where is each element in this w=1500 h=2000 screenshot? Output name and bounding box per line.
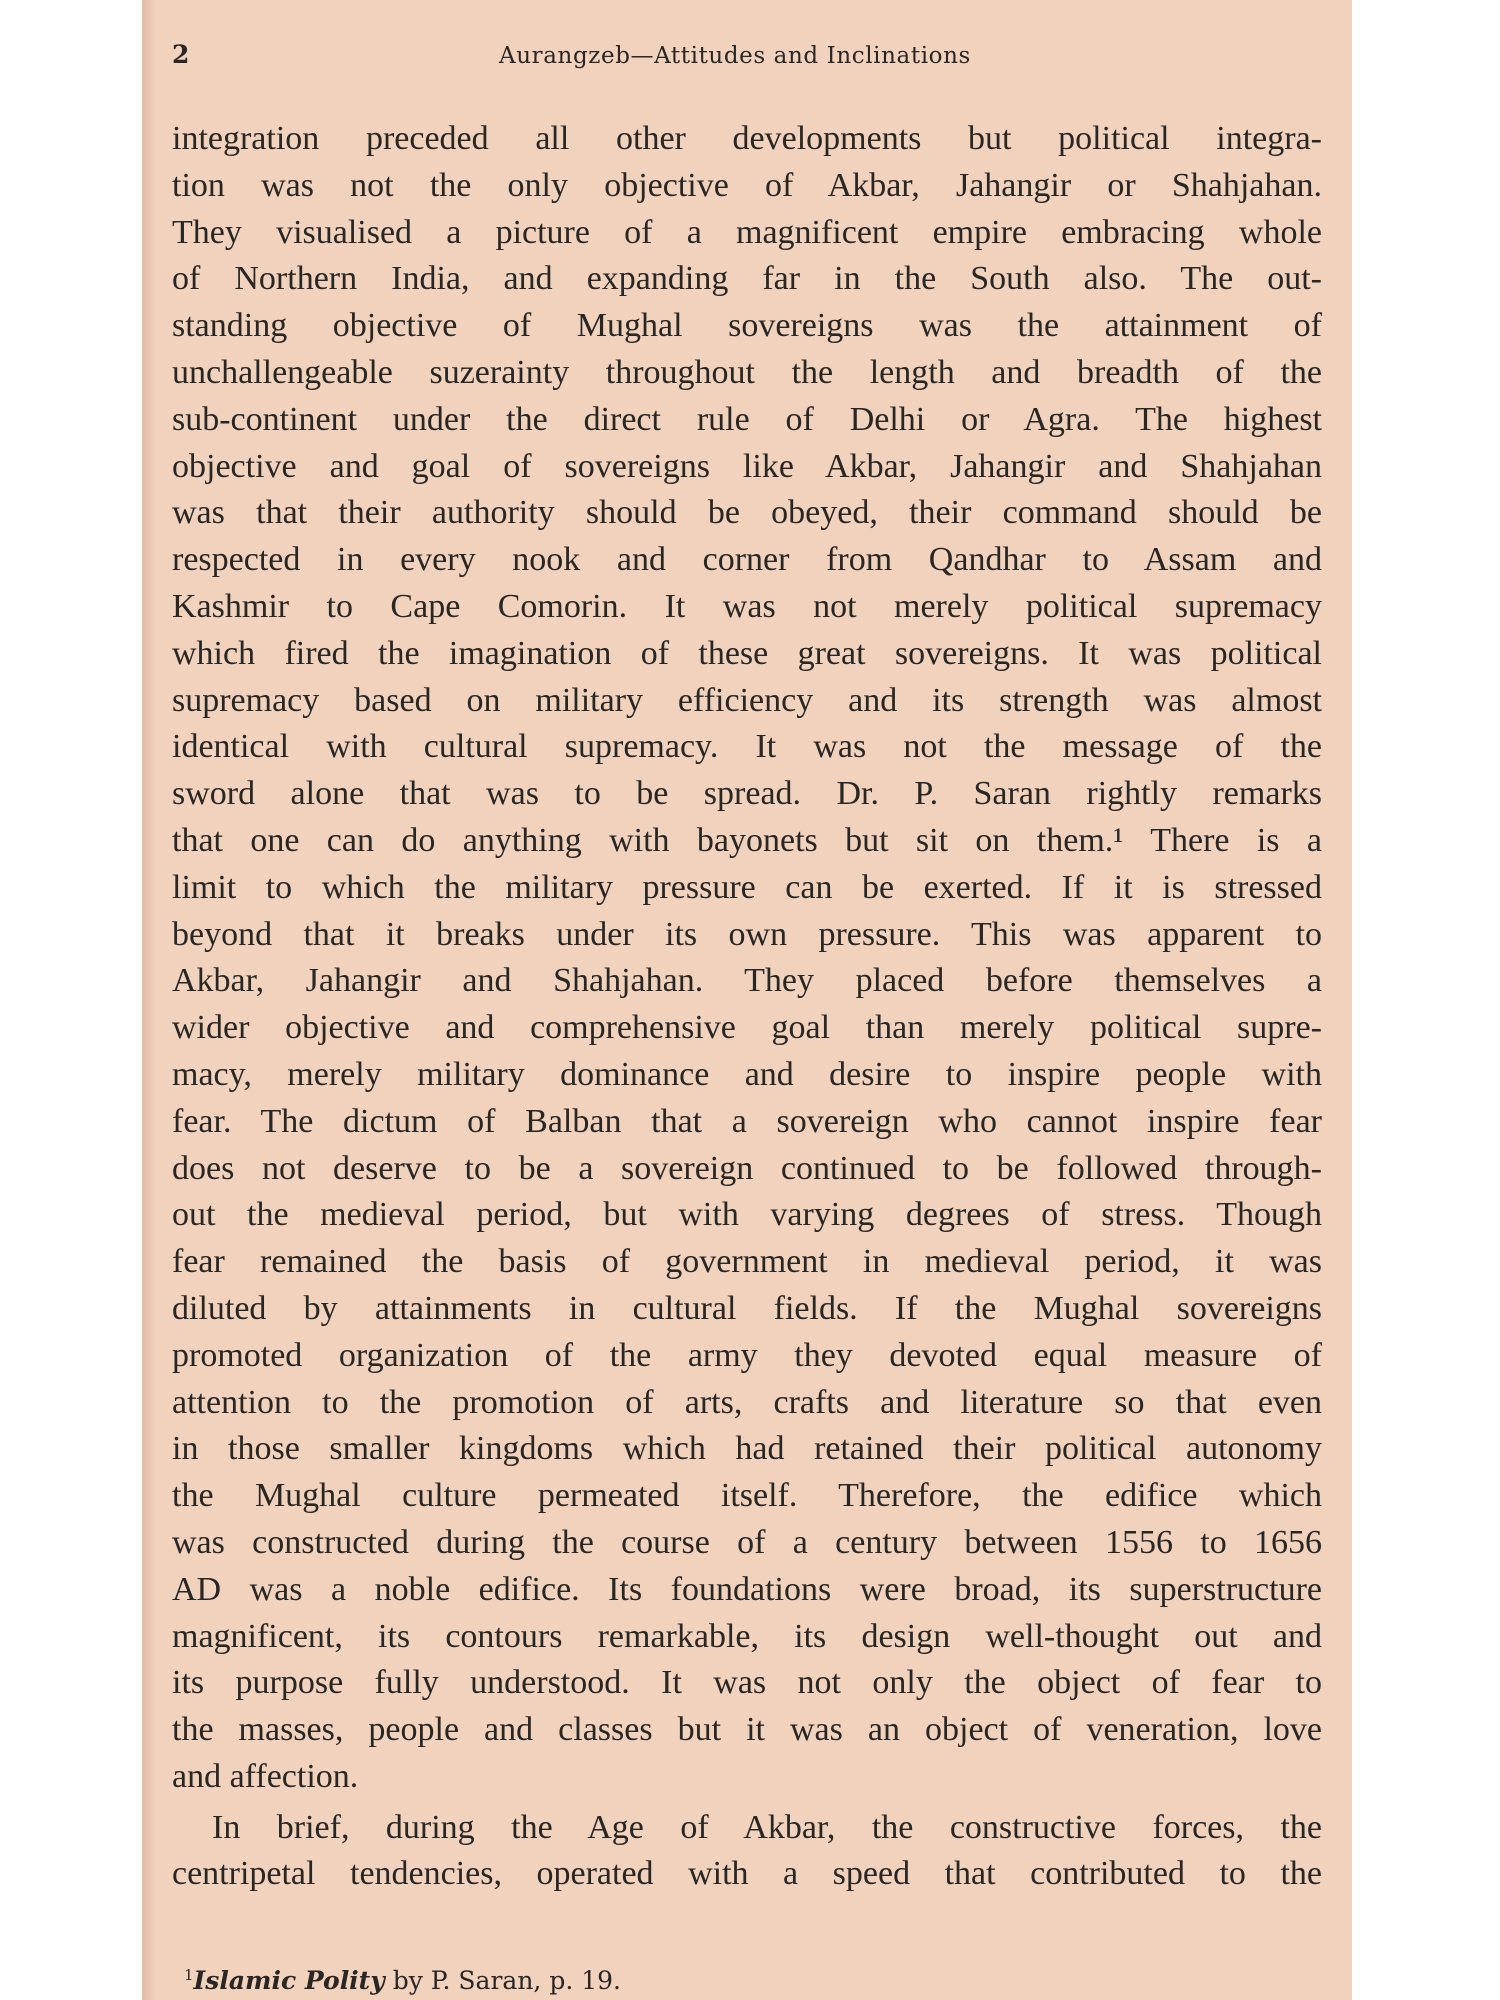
text-line: In brief, during the Age of Akbar, the constructive forces, the — [212, 1808, 1322, 1846]
text-line: standing objective of Mughal sovereigns was the attainment of — [172, 307, 1322, 345]
text-line: AD was a noble edifice. Its foundations were broad, its superstructure — [172, 1570, 1322, 1608]
text-line: fear. The dictum of Balban that a sovereign who cannot inspire fear — [172, 1102, 1322, 1140]
text-line: objective and goal of sovereigns like Akbar, Jahangir and Shahjahan — [172, 447, 1322, 485]
text-line: They visualised a picture of a magnificent empire embracing whole — [172, 213, 1322, 251]
text-line: macy, merely military dominance and desire to inspire people with — [172, 1055, 1322, 1093]
text-line: diluted by attainments in cultural fields. If the Mughal sovereigns — [172, 1289, 1322, 1327]
text-line: supremacy based on military efficiency and its strength was almost — [172, 681, 1322, 719]
text-line: beyond that it breaks under its own pressure. This was apparent to — [172, 915, 1322, 953]
footnote-text: by P. Saran, p. 19. — [384, 1966, 621, 1995]
text-line: respected in every nook and corner from Qandhar to Assam and — [172, 541, 1322, 579]
text-line: promoted organization of the army they devoted equal measure of — [172, 1336, 1322, 1374]
running-title: Aurangzeb—Attitudes and Inclinations — [499, 43, 971, 69]
text-line: of Northern India, and expanding far in the South also. The out- — [172, 260, 1322, 298]
text-line: in those smaller kingdoms which had retained their political autonomy — [172, 1430, 1322, 1468]
text-line: out the medieval period, but with varying degrees of stress. Though — [172, 1196, 1322, 1234]
text-line: its purpose fully understood. It was not only the object of fear to — [172, 1664, 1322, 1702]
text-line: Akbar, Jahangir and Shahjahan. They placed before themselves a — [172, 962, 1322, 1000]
text-line: was constructed during the course of a century between 1556 to 1656 — [172, 1523, 1322, 1561]
text-line: wider objective and comprehensive goal than merely political supre- — [172, 1009, 1322, 1047]
text-line: and affection. — [172, 1757, 359, 1795]
paragraph-1 — [172, 116, 1322, 1801]
book-page — [142, 0, 1352, 2000]
page-number: 2 — [172, 40, 190, 69]
text-line: identical with cultural supremacy. It was not the message of the — [172, 728, 1322, 766]
footnote-mark: 1 — [184, 1966, 194, 1984]
body-text — [172, 116, 1322, 1898]
page-shadow — [142, 0, 156, 2000]
text-line: tion was not the only objective of Akbar, Jahangir or Shahjahan. — [172, 166, 1322, 204]
footnote — [184, 1966, 621, 1995]
text-line: was that their authority should be obeyed, their command should be — [172, 494, 1322, 532]
text-line: sword alone that was to be spread. Dr. P. Saran rightly remarks — [172, 775, 1322, 813]
text-line: the Mughal culture permeated itself. Therefore, the edifice which — [172, 1477, 1322, 1515]
paragraph-2 — [172, 1805, 1322, 1899]
text-line: magnificent, its contours remarkable, its design well-thought out and — [172, 1617, 1322, 1655]
text-line: does not deserve to be a sovereign continued to be followed through- — [172, 1149, 1322, 1187]
text-line: which fired the imagination of these great sovereigns. It was political — [172, 634, 1322, 672]
text-line: Kashmir to Cape Comorin. It was not merely political supremacy — [172, 587, 1322, 625]
text-line: attention to the promotion of arts, crafts and literature so that even — [172, 1383, 1322, 1421]
text-line: sub-continent under the direct rule of Delhi or Agra. The highest — [172, 400, 1322, 438]
text-line: fear remained the basis of government in medieval period, it was — [172, 1243, 1322, 1281]
text-line: the masses, people and classes but it was an object of veneration, love — [172, 1711, 1322, 1749]
text-line: that one can do anything with bayonets but sit on them.¹ There is a — [172, 821, 1322, 859]
text-line: limit to which the military pressure can be exerted. If it is stressed — [172, 868, 1322, 906]
text-line: centripetal tendencies, operated with a speed that contributed to the — [172, 1855, 1322, 1893]
text-line: unchallengeable suzerainty throughout the length and breadth of the — [172, 353, 1322, 391]
page-header — [172, 40, 1322, 80]
text-line: integration preceded all other developments but political integra- — [172, 120, 1322, 157]
footnote-title: Islamic Polity — [193, 1966, 385, 1995]
